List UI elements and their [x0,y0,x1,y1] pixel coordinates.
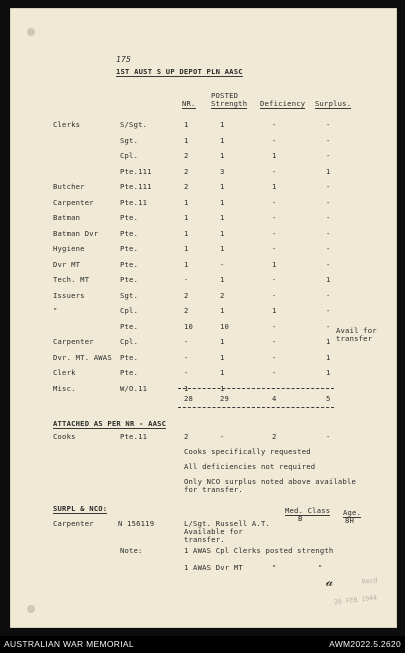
row-nr: - [184,368,189,377]
row-rank: Pte. [120,353,139,362]
carpenter-note: transfer [336,334,373,343]
punch-hole [27,28,35,36]
row-nr: 1 [184,213,189,222]
surpl-age: 8H [345,516,355,525]
row-surplus: - [326,322,331,331]
row-rank: Pte. [120,213,139,222]
row-role: Clerk [53,368,76,377]
row-deficiency: 1 [272,182,277,191]
total-rule [178,407,334,408]
row-role: " [53,306,58,315]
row-nr: 1 [184,136,189,145]
row-deficiency: - [272,322,277,331]
row-strength: 10 [220,322,230,331]
row-deficiency: - [272,136,277,145]
row-deficiency: 1 [272,306,277,315]
row-role: Carpenter [53,337,94,346]
row-nr: - [184,337,189,346]
attached-strength: - [220,432,225,441]
row-surplus: - [326,151,331,160]
row-deficiency: - [272,275,277,284]
row-role: Dvr MT [53,260,81,269]
row-strength: 1 [220,353,225,362]
total-strength: 29 [220,394,230,403]
row-rank: Cpl. [120,151,139,160]
row-strength: 1 [220,368,225,377]
row-rank: Cpl. [120,306,139,315]
row-deficiency: 1 [272,151,277,160]
row-surplus: - [326,291,331,300]
row-rank: W/O.11 [120,384,148,393]
row-deficiency: - [272,167,277,176]
row-rank: Sgt. [120,291,139,300]
row-nr: 2 [184,306,189,315]
row-nr: - [184,353,189,362]
row-role: Clerks [53,120,81,129]
row-surplus: - [326,182,331,191]
row-deficiency: - [272,291,277,300]
row-deficiency: - [272,120,277,129]
total-surplus: 5 [326,394,331,403]
row-role: Dvr. MT. AWAS [53,353,112,362]
row-nr: 1 [184,229,189,238]
received-stamp: 26 FEB 1944 [333,593,378,607]
row-nr: 2 [184,182,189,191]
document-heading: 1ST AUST S UP DEPOT PLN AASC [116,67,243,76]
row-strength: 1 [220,213,225,222]
row-strength: 1 [220,120,225,129]
folio-number: 175 [116,55,132,64]
surpl-number: N 156119 [118,519,155,528]
row-deficiency: - [272,198,277,207]
row-deficiency: 1 [272,260,277,269]
row-rank: S/Sgt. [120,120,148,129]
row-rank: Pte. [120,275,139,284]
row-rank: Sgt. [120,136,139,145]
attached-note: for transfer. [184,485,243,494]
attached-note: Cooks specifically requested [184,447,311,456]
archive-reference: AWM2022.5.2620 [329,639,401,649]
row-strength: 1 [220,306,225,315]
row-nr: 1 [184,260,189,269]
row-surplus: 1 [326,337,331,346]
archive-footer [0,636,405,653]
attached-role: Cooks [53,432,76,441]
ditto-mark: " [318,563,323,572]
row-rank: Pte. [120,260,139,269]
row-surplus: - [326,260,331,269]
row-strength: 1 [220,151,225,160]
row-strength: 1 [220,229,225,238]
row-role: Tech. MT [53,275,90,284]
note-line: 1 AWAS Cpl Clerks posted strength [184,546,334,555]
handwritten-initial: 𝒶 [326,575,334,590]
row-strength: 1 [220,182,225,191]
surpl-name: Available for [184,527,243,536]
row-surplus: - [326,136,331,145]
row-role: Carpenter [53,198,94,207]
row-role: Butcher [53,182,85,191]
row-rank: Pte.111 [120,167,152,176]
note-line: 1 AWAS Dvr MT [184,563,243,572]
row-nr: 2 [184,291,189,300]
row-surplus: - [326,213,331,222]
row-surplus: 1 [326,275,331,284]
archive-name: AUSTRALIAN WAR MEMORIAL [4,639,134,649]
row-surplus: 1 [326,353,331,362]
row-surplus: - [326,384,331,393]
document-page [10,8,397,628]
row-surplus: - [326,120,331,129]
col-nr: NR. [182,99,196,108]
attached-note: All deficiencies not required [184,462,316,471]
total-deficiency: 4 [272,394,277,403]
row-nr: - [184,275,189,284]
carpenter-note: Avail for [336,326,377,335]
row-rank: Pte. [120,322,139,331]
attached-heading: ATTACHED AS PER NR - AASC [53,419,167,428]
surpl-name: transfer. [184,535,225,544]
col-strength: Strength [211,99,248,108]
row-strength: 1 [220,337,225,346]
row-deficiency: - [272,213,277,222]
row-strength: 1 [220,198,225,207]
total-nr: 28 [184,394,194,403]
row-nr: 1 [184,384,189,393]
row-deficiency: - [272,368,277,377]
row-surplus: - [326,306,331,315]
row-surplus: - [326,198,331,207]
row-nr: 1 [184,198,189,207]
note-label: Note: [120,546,143,555]
row-nr: 2 [184,151,189,160]
row-rank: Pte. [120,229,139,238]
surpl-heading: SURPL & NCO: [53,504,108,513]
row-deficiency: - [272,244,277,253]
row-surplus: 1 [326,167,331,176]
row-rank: Cpl. [120,337,139,346]
col-age: Age. [343,508,362,517]
row-role: Hygiene [53,244,85,253]
row-rank: Pte.111 [120,182,152,191]
attached-surplus: - [326,432,331,441]
row-deficiency: - [272,353,277,362]
surpl-class: B [298,514,303,523]
col-posted: POSTED [211,91,239,100]
received-stamp: Recd [361,576,379,586]
row-role: Issuers [53,291,85,300]
col-deficiency: Deficiency [260,99,306,108]
surpl-role: Carpenter [53,519,94,528]
col-med-class: Med. Class [285,506,331,515]
attached-nr: 2 [184,432,189,441]
row-strength: 1 [220,136,225,145]
row-strength: - [220,260,225,269]
row-deficiency: - [272,337,277,346]
row-strength: 1 [220,384,225,393]
attached-note: Only NCO surplus noted above available [184,477,357,486]
row-strength: 1 [220,275,225,284]
row-nr: 1 [184,244,189,253]
row-strength: 3 [220,167,225,176]
attached-rank: Pte.11 [120,432,148,441]
row-nr: 2 [184,167,189,176]
attached-deficiency: 2 [272,432,277,441]
col-surplus: Surplus. [315,99,352,108]
row-role: Misc. [53,384,76,393]
row-role: Batman Dvr [53,229,99,238]
row-role: Batman [53,213,81,222]
ditto-mark: " [272,563,277,572]
row-rank: Pte. [120,368,139,377]
total-rule [178,388,334,389]
row-nr: 10 [184,322,194,331]
row-strength: 1 [220,244,225,253]
row-deficiency: - [272,384,277,393]
row-surplus: 1 [326,368,331,377]
punch-hole [27,605,35,613]
row-deficiency: - [272,229,277,238]
row-surplus: - [326,229,331,238]
row-rank: Pte. [120,244,139,253]
row-surplus: - [326,244,331,253]
row-rank: Pte.11 [120,198,148,207]
surpl-name: L/Sgt. Russell A.T. [184,519,271,528]
row-strength: 2 [220,291,225,300]
row-nr: 1 [184,120,189,129]
